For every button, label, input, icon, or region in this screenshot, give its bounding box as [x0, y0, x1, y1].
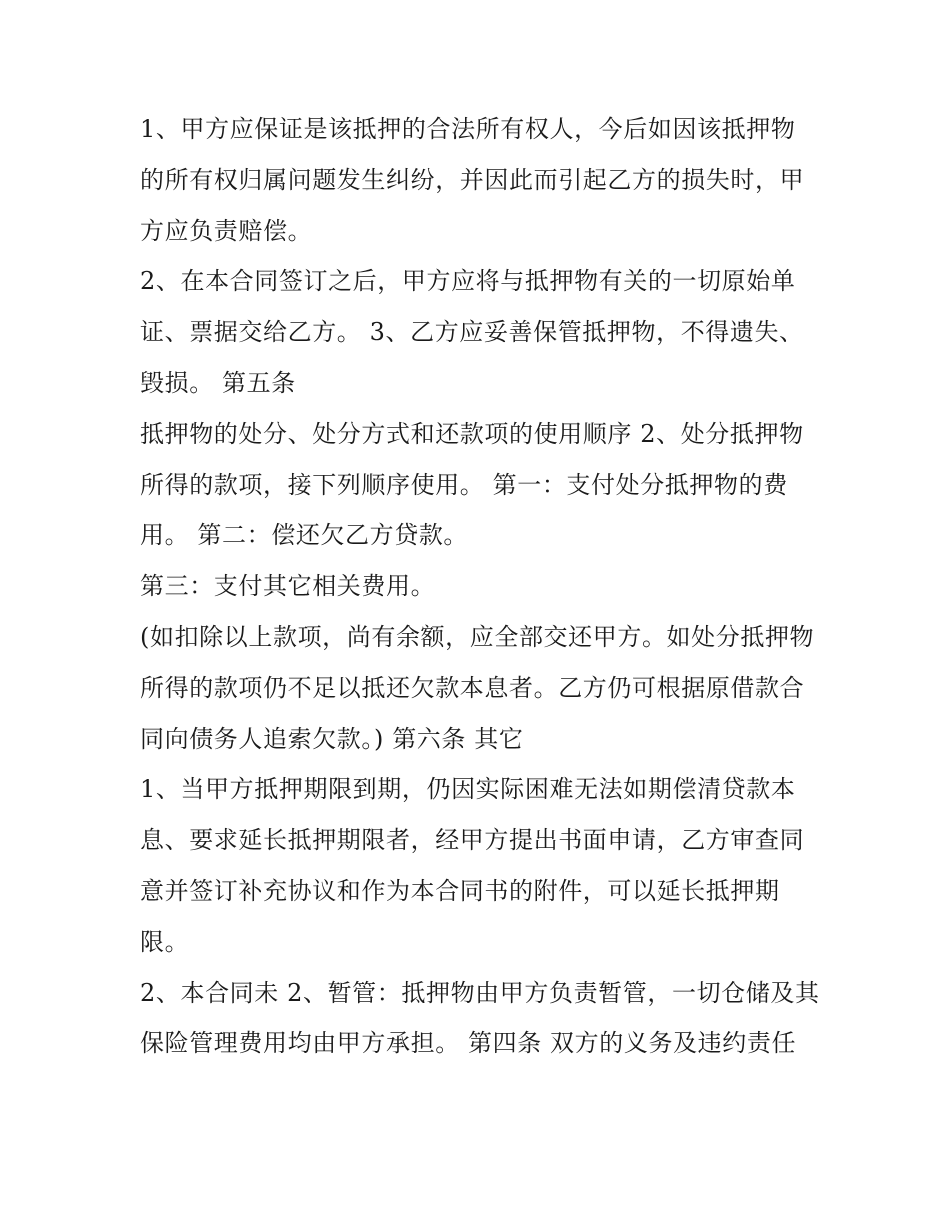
- document-body: [140, 104, 820, 1069]
- paragraph-5: (如扣除以上款项，尚有余额，应全部交还甲方。如处分抵押物所得的款项仍不足以抵还欠款本息者。乙方仍可根据原借款合同向债务人追索欠款。) 第六条 其它: [140, 622, 815, 753]
- paragraph-3: 抵押物的处分、处分方式和还款项的使用顺序 2、处分抵押物所得的款项，接下列顺序使用。 第一：支付处分抵押物的费用。 第二：偿还欠乙方贷款。: [140, 419, 804, 550]
- paragraph-2: 2、在本合同签订之后，甲方应将与抵押物有关的一切原始单证、票据交给乙方。 3、乙方应妥善保管抵押物，不得遗失、毁损。 第五条: [140, 267, 804, 397]
- paragraph-4: 第三：支付其它相关费用。: [140, 572, 436, 601]
- paragraph-7: 2、本合同未 2、暂管：抵押物由甲方负责暂管，一切仓储及其保险管理费用均由甲方承担。 第四条 双方的义务及违约责任: [140, 978, 820, 1058]
- paragraph-1: 1、甲方应保证是该抵押的合法所有权人，今后如因该抵押物的所有权归属问题发生纠纷，并因此而引起乙方的损失时，甲方应负责赔偿。: [140, 115, 805, 245]
- paragraph-6: 1、当甲方抵押期限到期，仍因实际困难无法如期偿清贷款本息、要求延长抵押期限者，经甲方提出书面申请，乙方审查同意并签订补充协议和作为本合同书的附件，可以延长抵押期限。: [140, 775, 805, 956]
